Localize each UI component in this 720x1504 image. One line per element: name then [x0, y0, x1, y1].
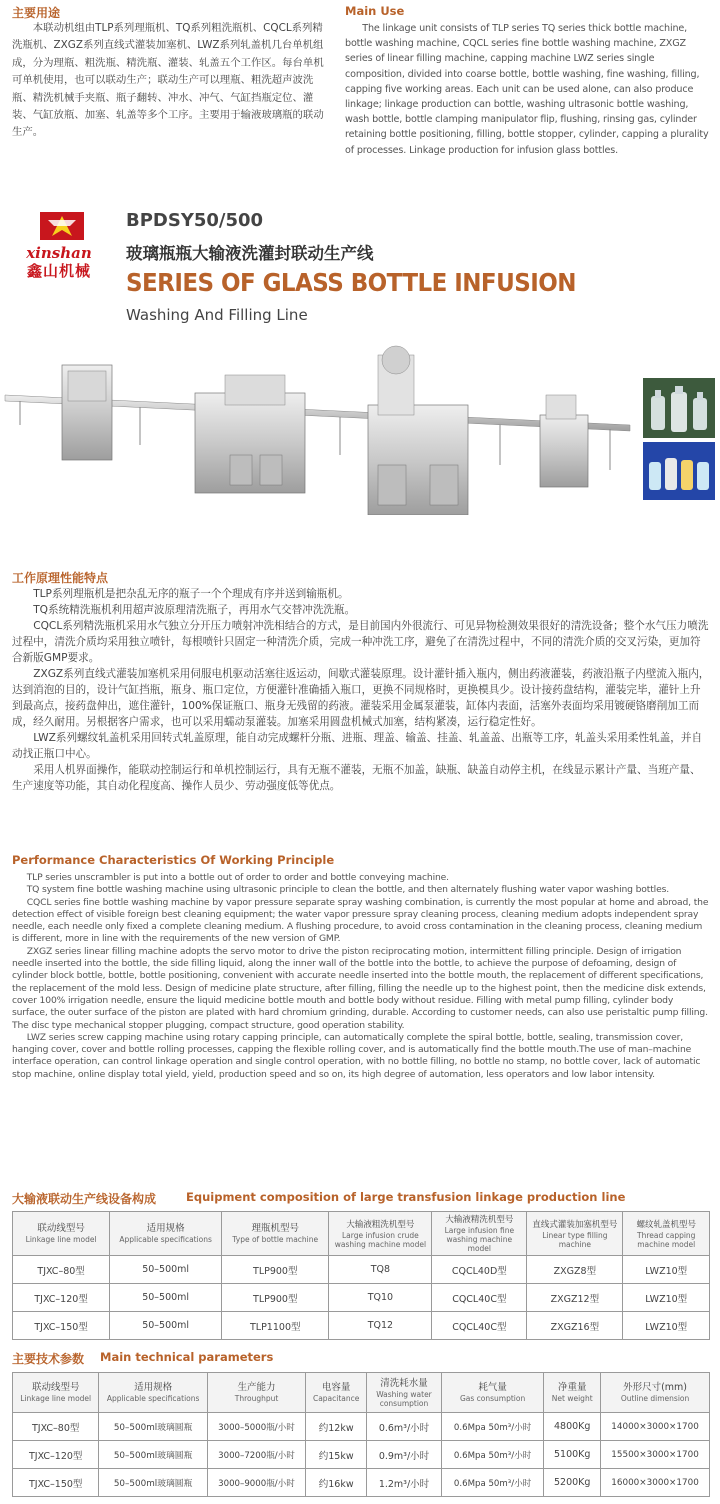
header-label: 净重量 [557, 1382, 587, 1393]
params-header-cell [13, 1373, 99, 1413]
table-cell: 50–500ml玻璃圆瓶 [99, 1413, 207, 1441]
main-use-title-cn: 主要用途 [12, 6, 61, 20]
header-label: Applicable specifications [106, 1394, 200, 1403]
params-header-cell [207, 1373, 305, 1413]
table-cell: TLP900型 [222, 1284, 329, 1312]
table-cell: 0.6Mpa 50m³/小时 [441, 1413, 543, 1441]
principle-paragraph-cn: LWZ系列螺纹轧盖机采用回转式轧盖原理，能自动完成螺杆分瓶、进瓶、理盖、输盖、挂盖、轧盖盖、出瓶等工序，轧盖头采用柔性轧盖，并自动找正瓶口中心。 [12, 732, 703, 760]
table-cell: TQ10 [329, 1284, 432, 1312]
table-cell: 3000–7200瓶/小时 [207, 1441, 305, 1469]
equipment-header-cell [222, 1212, 329, 1256]
table-cell: 50–500ml玻璃圆瓶 [99, 1469, 207, 1497]
table-row [13, 1284, 710, 1312]
table-cell: 50–500ml玻璃圆瓶 [99, 1441, 207, 1469]
table-cell: 约12kw [306, 1413, 367, 1441]
header-label: 生产能力 [237, 1382, 276, 1393]
table-cell: TLP1100型 [222, 1312, 329, 1340]
table-cell: 5100Kg [544, 1441, 601, 1469]
table-cell: LWZ10型 [623, 1312, 710, 1340]
header-label: 联动线型号 [31, 1382, 80, 1393]
table-cell: TJXC–150型 [13, 1469, 99, 1497]
header-label: Capacitance [312, 1394, 360, 1403]
params-header-cell [306, 1373, 367, 1413]
header-label: 清洗耗水量 [380, 1377, 428, 1389]
table-cell: ZXGZ16型 [527, 1312, 623, 1340]
principle-paragraph-cn: 采用人机界面操作，能联动控制运行和单机控制运行，具有无瓶不灌装，无瓶不加盖，缺瓶、缺盖自动停主机，在线显示累计产量、当班产量、生产速度等功能，其自动化程度高、操作人员少、劳动强度低等优点。 [12, 764, 701, 792]
principle-title-cn: 工作原理性能特点 [12, 571, 109, 585]
table-cell: 1.2m³/小时 [367, 1469, 442, 1497]
equipment-header-cell [329, 1212, 432, 1256]
bottle-icon [643, 378, 715, 438]
header-label: Linear type filling machine [542, 1230, 608, 1249]
table-cell: TJXC–120型 [13, 1441, 99, 1469]
main-use-paragraph-cn: 本联动机组由TLP系列理瓶机、TQ系列粗洗瓶机、CQCL系列精洗瓶机、ZXGZ系列直线式灌装加塞机、LWZ系列轧盖机几台单机组成，分为理瓶、粗洗瓶、精洗瓶、灌装、轧盖五个工作区。每台单机可单机使用，也可以联动生产；联动生产可以理瓶、粗洗超声波洗瓶、精洗机械手夹瓶、瓶子翻转、冲水、冲气、气缸挡瓶定位、灌装、气缸放瓶、加塞、轧盖等多个工序。主要用于输液玻璃瓶的联动生产。 [12, 22, 324, 139]
header-label: 电容量 [321, 1382, 351, 1393]
table-row [13, 1441, 710, 1469]
table-cell: TJXC–120型 [13, 1284, 110, 1312]
header-label: Net weight [551, 1394, 593, 1403]
main-use-paragraph-en: The linkage unit consists of TLP series TQ series thick bottle machine, bottle washing machine, CQCL series fine bottle washing machine, ZXGZ series of linear filling machine, capping machine LWZ series single composition, divided into coarse bottle, bottle washing, fine washing, filling, capping five working areas. Each unit can be used alone, can also produce linkage; linkage production can bottle, washing ultrasonic bottle washing, wash bottle, bottle clamping manipulator flip, flushing, rinsing gas, cylinder retaining bottle positioning, filling, bottle stopper, cylinder, capping a plurality of processes. Linkage production for infusion glass bottles. [345, 23, 709, 156]
main-use-title-en: Main Use [345, 4, 405, 18]
header-label: Washing water consumption [376, 1389, 432, 1408]
product-title-en: SERIES OF GLASS BOTTLE INFUSION [126, 268, 576, 297]
table-cell: TLP900型 [222, 1256, 329, 1284]
table-cell: TJXC–150型 [13, 1312, 110, 1340]
header-label: 耗气量 [478, 1382, 507, 1393]
header-label: 联动线型号 [37, 1223, 85, 1234]
params-header-cell [99, 1373, 207, 1413]
params-table-header [13, 1373, 710, 1413]
table-row [13, 1256, 710, 1284]
header-label: Gas consumption [459, 1394, 526, 1403]
table-row [13, 1413, 710, 1441]
table-cell: 14000×3000×1700 [601, 1413, 710, 1441]
table-cell: 0.9m³/小时 [367, 1441, 442, 1469]
table-row [13, 1312, 710, 1340]
table-cell: 50–500ml [110, 1312, 222, 1340]
table-cell: 50–500ml [110, 1284, 222, 1312]
header-label: 适用规格 [146, 1223, 185, 1234]
header-label: Linkage line model [25, 1235, 97, 1244]
table-cell: 16000×3000×1700 [601, 1469, 710, 1497]
table-cell: TQ8 [329, 1256, 432, 1284]
params-header-cell [544, 1373, 601, 1413]
header-label: Large infusion fine washing machine model [444, 1226, 515, 1253]
params-title-cn: 主要技术参数 [12, 1352, 85, 1366]
equipment-header-cell [110, 1212, 222, 1256]
table-cell: TJXC–80型 [13, 1256, 110, 1284]
principle-title-en: Performance Characteristics Of Working Principle [12, 853, 335, 867]
glass-bottles-photo [643, 378, 715, 438]
principle-paragraph-en: CQCL series fine bottle washing machine by vapor pressure separate spray washing combination, is currently the most popular at home and abroad, the detection effect of visible foreign best cleaning equipment; the water vapor pressure spray cleaning process, cleaning medium adopts independent spray needle, each needle only fixed a complete cleaning medium. A flushing procedure, to avoid cross contamination in the cleaning process, cleaning medium is different, more in line with the requirements of the new version of GMP. [12, 896, 709, 945]
table-cell: TQ12 [329, 1312, 432, 1340]
table-cell: CQCL40C型 [432, 1284, 527, 1312]
equipment-header-cell [527, 1212, 623, 1256]
table-cell: CQCL40D型 [432, 1256, 527, 1284]
header-label: Large infusion crude washing machine model [334, 1230, 427, 1249]
params-table [12, 1372, 710, 1497]
table-cell: 约15kw [306, 1441, 367, 1469]
table-cell: 约16kw [306, 1469, 367, 1497]
principle-paragraph-en: TLP series unscrambler is put into a bottle out of order to order and bottle conveying machine. [26, 872, 449, 883]
equipment-title-en: Equipment composition of large transfusion linkage production line [186, 1190, 626, 1204]
main-use-text-en [345, 21, 711, 158]
header-label: Throughput [234, 1394, 279, 1403]
logo-text-cn: 鑫山机械 [26, 262, 91, 280]
principle-paragraph-cn: TLP系列理瓶机是把杂乱无序的瓶子一个个理成有序并送到输瓶机。 [33, 588, 349, 600]
bottle-icon [643, 442, 715, 500]
equipment-title-cn: 大输液联动生产线设备构成 [12, 1192, 157, 1206]
table-row [13, 1469, 710, 1497]
model-number: BPDSY50/500 [126, 210, 264, 231]
header-label: 螺纹轧盖机型号 [636, 1219, 696, 1230]
header-label: Type of bottle machine [232, 1235, 319, 1244]
params-header-cell [601, 1373, 710, 1413]
table-cell: 15500×3000×1700 [601, 1441, 710, 1469]
main-use-text-cn [12, 20, 324, 142]
principle-text-en [12, 872, 710, 1081]
table-cell: 5200Kg [544, 1469, 601, 1497]
principle-text-cn [12, 586, 710, 794]
table-cell: 3000–9000瓶/小时 [207, 1469, 305, 1497]
principle-paragraph-en: TQ system fine bottle washing machine using ultrasonic principle to clean the bottle, and then alternately flushing water vapor washing bottles. [26, 884, 669, 896]
header-label: 外形尺寸(mm) [623, 1382, 688, 1393]
header-label: Linkage line model [20, 1394, 92, 1403]
header-label: Outline dimension [620, 1394, 690, 1403]
header-label: 大输液精洗机型号 [445, 1215, 514, 1225]
equipment-header-cell [432, 1212, 527, 1256]
params-header-cell [441, 1373, 543, 1413]
table-cell: ZXGZ12型 [527, 1284, 623, 1312]
product-subtitle-en: Washing And Filling Line [126, 306, 308, 324]
table-cell: 4800Kg [544, 1413, 601, 1441]
equipment-table [12, 1211, 710, 1340]
table-cell: TJXC–80型 [13, 1413, 99, 1441]
equipment-header-cell [13, 1212, 110, 1256]
header-label: Applicable specifications [119, 1235, 212, 1244]
principle-paragraph-en: LWZ series screw capping machine using rotary capping principle, can automatically complete the spiral bottle, bottle, sealing, transmission cover, hanging cover, cover and bottle rolling processes, capping the flexible rolling cover, and is automatically find the bottle mouth.The use of man–machine interface operation, can control linkage operation and single control operation, with no bottle filling, no bottle no stamp, no bottle cover, lack of automatic stop machine, online display total yield, yield, production speed and so on, its high degree of automation, less operators and low labor intensity. [12, 1031, 701, 1080]
header-label: 直线式灌装加塞机型号 [532, 1219, 618, 1230]
table-cell: 0.6m³/小时 [367, 1413, 442, 1441]
logo-text-en: xinshan [26, 244, 92, 262]
principle-paragraph-en: ZXGZ series linear filling machine adopts the servo motor to drive the piston reciprocating motion, intermittent filling principle. Design of irrigation needle inserted into the bottle, the side filling liquid, along the inner wall of the bottle into the bottle, to achieve the purpose of defoaming, design of cylinder block bottle, bottle, bottle positioning, convenient with accurate needle inserted into the bottle mouth, the replacement of different specifications, the replacement of the mold less. Design of medicine plate structure, after filling, filling the needle up to the highest point, then the medicine disk extends, cover 100% irrigation needle, ensure the liquid medicine bottle mouth and bottle body without residue. Filling with metal pump filling, cylinder body surface, the outer surface of the piston are plated with hard chromium grinding, durable. According to customer needs, can also use peristaltic pump filling. The disc type mechanical stopper plugging, compact structure, good operation stability. [12, 945, 708, 1031]
equipment-table-header [13, 1212, 710, 1256]
principle-paragraph-cn: ZXGZ系列直线式灌装加塞机采用伺服电机驱动活塞往返运动，间歇式灌装原理。设计灌针插入瓶内，侧出药液灌装，药液沿瓶子内壁流入瓶内，达到消泡的目的，设计气缸挡瓶，瓶身、瓶口定位，方便灌针准确插入瓶口，更换不同规格时，更换模具少。设计接药盘结构，灌装完毕，灌针上升到最高点，接药盘伸出，遮住灌针，100%保证瓶口、瓶身无残留的药液。灌装采用金属泵灌装，缸体内表面，活塞外表面均采用镀硬铬磨削加工而成，经久耐用。另根据客户需求，也可以采用蠕动泵灌装。加塞采用圆盘机械式加塞，结构紧凑，运行稳定性好。 [12, 668, 710, 728]
params-title-en: Main technical parameters [100, 1350, 274, 1364]
table-cell: LWZ10型 [623, 1256, 710, 1284]
principle-paragraph-cn: TQ系统精洗瓶机利用超声波原理清洗瓶子，再用水气交替冲洗洗瓶。 [33, 604, 356, 616]
table-cell: CQCL40C型 [432, 1312, 527, 1340]
params-header-cell [367, 1373, 442, 1413]
header-label: 理瓶机型号 [251, 1223, 299, 1234]
infusion-bottles-photo [643, 442, 715, 500]
table-cell: ZXGZ8型 [527, 1256, 623, 1284]
header-label: 适用规格 [134, 1382, 173, 1393]
principle-paragraph-cn: CQCL系列精洗瓶机采用水气独立分开压力喷射冲洗相结合的方式，是目前国内外很流行、可见异物检测效果很好的清洗设备；整个水气压力喷洗过程中，清洗介质均采用独立喷针，每根喷针只固定一种清洗介质，完成一种冲洗工序，避免了在清洗过程中，不同的清洗介质的交叉污染，更加符合新版GMP要求。 [12, 620, 709, 664]
equipment-header-cell [623, 1212, 710, 1256]
table-cell: 0.6Mpa 50m³/小时 [441, 1469, 543, 1497]
production-line-image [0, 335, 638, 515]
header-label: Thread capping machine model [637, 1230, 696, 1249]
table-cell: 50–500ml [110, 1256, 222, 1284]
table-cell: 0.6Mpa 50m³/小时 [441, 1441, 543, 1469]
table-cell: 3000–5000瓶/小时 [207, 1413, 305, 1441]
header-label: 大输液粗洗机型号 [346, 1219, 415, 1230]
table-cell: LWZ10型 [623, 1284, 710, 1312]
product-title-cn: 玻璃瓶瓶大输液洗灌封联动生产线 [126, 244, 374, 263]
